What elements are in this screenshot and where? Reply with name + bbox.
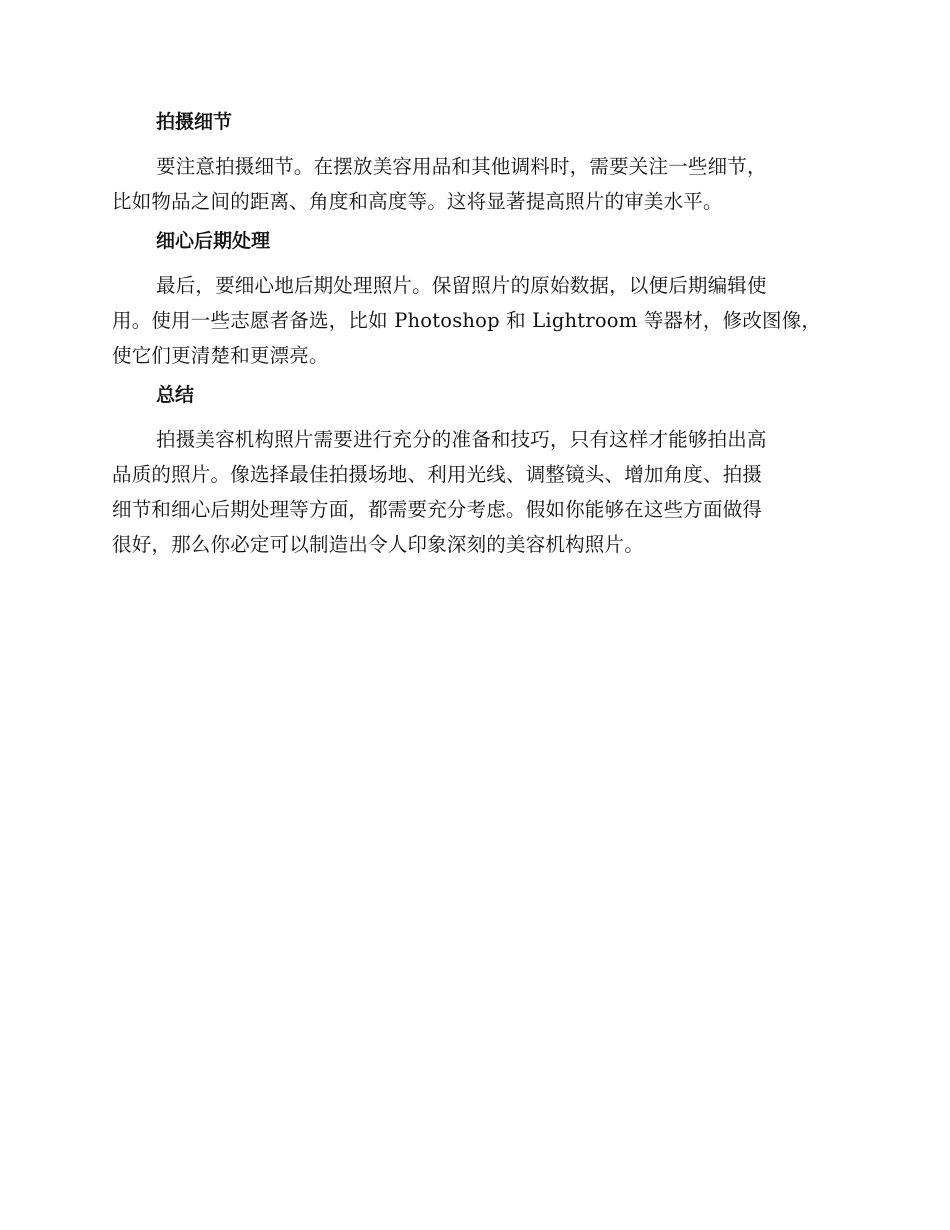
paragraph-line: 品质的照片。像选择最佳拍摄场地、利用光线、调整镜头、增加角度、拍摄 xyxy=(112,463,763,486)
paragraph-line: 用。使用一些志愿者备选，比如 Photoshop 和 Lightroom 等器材，修改图像， xyxy=(112,309,822,332)
paragraph-line: 最后，要细心地后期处理照片。保留照片的原始数据，以便后期编辑使 xyxy=(156,274,767,297)
paragraph-line: 拍摄美容机构照片需要进行充分的准备和技巧，只有这样才能够拍出高 xyxy=(156,428,767,451)
section-post-processing xyxy=(112,227,832,373)
paragraph-line: 比如物品之间的距离、角度和高度等。这将显著提高照片的审美水平。 xyxy=(112,190,723,213)
section-heading: 拍摄细节 xyxy=(156,111,233,133)
paragraph xyxy=(112,422,832,562)
section-heading: 总结 xyxy=(156,384,195,406)
section-shooting-details xyxy=(112,108,832,219)
paragraph-line: 要注意拍摄细节。在摆放美容用品和其他调料时，需要关注一些细节， xyxy=(156,155,767,178)
paragraph xyxy=(112,149,832,219)
document-page xyxy=(112,108,832,570)
paragraph-line: 细节和细心后期处理等方面，都需要充分考虑。假如你能够在这些方面做得 xyxy=(112,498,763,521)
section-summary xyxy=(112,381,832,562)
paragraph-line: 很好，那么你必定可以制造出令人印象深刻的美容机构照片。 xyxy=(112,533,644,556)
section-heading: 细心后期处理 xyxy=(156,230,271,252)
paragraph xyxy=(112,268,832,373)
paragraph-line: 使它们更清楚和更漂亮。 xyxy=(112,344,329,367)
